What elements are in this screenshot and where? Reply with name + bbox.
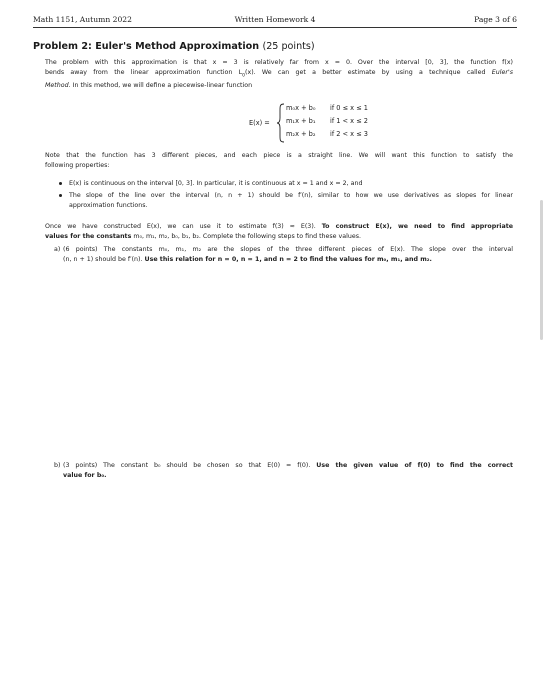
intro-line-2-sub: 0 [242,73,246,79]
page-header [33,13,517,27]
property-1-text: E(x) is continuous on the interval [0, 3]. In particular, it is continuous at x = 1 and x = 2, and [69,180,363,187]
part-a-line-2 [63,255,513,265]
part-b-line-1 [63,461,513,471]
intro-line-2-a: bends away from the linear approximation function L [45,69,243,76]
intro-line-3 [45,81,513,91]
intro-line-2-b: (x). We can get a better estimate by using a technique called [245,69,492,76]
equation-row-1-cond: if 1 < x ≤ 2 [330,117,368,125]
equation-row-0-cond: if 0 ≤ x ≤ 1 [330,104,368,112]
problem-title-text: Problem 2: Euler's Method Approximation [33,41,260,52]
part-b-body [63,461,513,481]
equation-row-0-expr: m₀x + b₀ [286,104,316,112]
construction-line-1-a: Once we have constructed E(x), we can use it to estimate f(3) ≈ E(3). [45,223,322,230]
piecewise-equation [249,102,409,142]
equation-lhs: E(x) = [249,119,270,127]
course-name: Math 1151, Autumn 2022 [33,15,132,24]
property-2-line-2: approximation functions. [69,202,148,209]
equation-row-2-cond: if 2 < x ≤ 3 [330,130,368,138]
intro-paragraph [45,58,513,91]
part-a-body [63,245,513,265]
part-b-label: b) [54,462,61,469]
equation-row-2-expr: m₂x + b₂ [286,130,316,138]
scrollbar[interactable] [540,200,543,340]
construction-line-2 [45,232,513,242]
construction-line-1 [45,222,513,232]
part-b-line-1-a: (3 points) The constant b₀ should be chosen so that E(0) = f(0). [63,462,317,469]
left-brace-icon [276,103,285,143]
problem-points: (25 points) [262,41,315,52]
note-line-1: Note that the function has 3 different pieces, and each piece is a straight line. We will want this function to satisfy the [45,152,513,159]
part-b-line-1-bold: Use the given value of f(0) to find the correct [316,462,513,469]
intro-line-2-euler: Euler's [491,69,513,76]
list-item [59,179,513,189]
properties-list [59,179,513,213]
construction-paragraph [45,222,513,242]
construction-line-2-c: Complete the following steps to find these values. [202,233,362,240]
part-a-line-1: (6 points) The constants m₀, m₁, m₂ are the slopes of the three different pieces of E(x). The slope over the interval [63,246,513,253]
intro-line-2 [45,68,513,81]
intro-line-3-b: . In this method, we will define a piecewise-linear function [68,82,253,90]
header-divider [33,27,517,28]
note-paragraph [45,151,513,171]
equation-row-1-expr: m₁x + b₁ [286,117,316,125]
part-a-line-2-bold: Use this relation for n = 0, n = 1, and n = 2 to find the values for m₀, m₁, and m₂. [144,256,432,263]
part-a-line-2-a: (n, n + 1) should be f′(n). [63,256,145,263]
assignment-title: Written Homework 4 [234,15,316,24]
construction-line-2-constants: m₀, m₁, m₂, b₀, b₁, b₂. [131,233,203,240]
intro-line-3-method: Method [45,82,69,90]
part-a-label: a) [54,246,61,253]
note-line-2: following properties: [45,162,110,169]
intro-line-1: The problem with this approximation is that x = 3 is relatively far from x = 0. Over the interval [0, 3], the function f(x) [45,59,513,66]
construction-line-2-bold: values for the constants [45,233,132,240]
construction-line-1-bold: To construct E(x), we need to find appropriate [321,223,513,230]
part-b-line-2: value for b₀. [63,472,107,479]
page-number: Page 3 of 6 [474,15,517,24]
property-2-line-1: The slope of the line over the interval (n, n + 1) should be f′(n), similar to how we use derivatives as slopes for linear [69,192,513,199]
bullet-icon [59,194,62,197]
list-item [59,191,513,211]
bullet-icon [59,182,62,185]
problem-title [33,41,517,52]
